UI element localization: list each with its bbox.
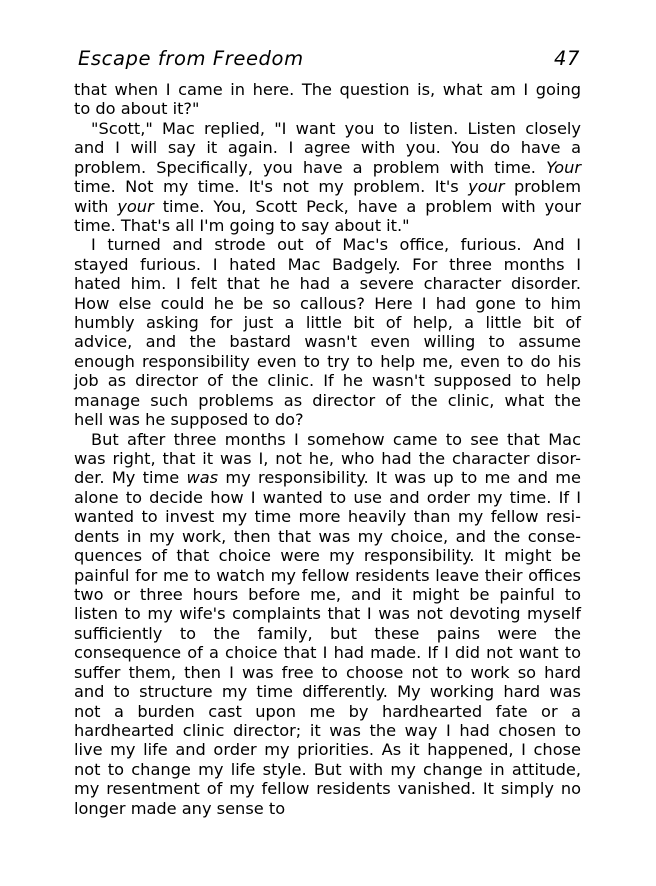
text-line: wanted to invest my time more heavily than my fellow resi- (74, 507, 581, 527)
text-line: sufficiently to the family, but these pains were the (74, 623, 581, 643)
text-line: dents in my work, then that was my choice, and the conse- (74, 526, 581, 546)
text-line: listen to my wife's complaints that I was not devoting myself (74, 604, 581, 624)
text-line: painful for me to watch my fellow residents leave their offices (74, 565, 581, 585)
text-line: But after three months I somehow came to see that Mac (91, 429, 581, 449)
text-line: and to structure my time differently. My working hard was (74, 682, 581, 702)
text-line: der. My time was my responsibility. It was up to me and me (74, 468, 581, 488)
text-line: time. That's all I'm going to say about it." (74, 215, 410, 235)
text-line: not a burden cast upon me by hardhearted fate or a (74, 701, 581, 721)
text-line: problem. Specifically, you have a problem with time. Your (74, 157, 581, 177)
text-line: "Scott," Mac replied, "I want you to listen. Listen closely (91, 118, 581, 138)
text-line: was right, that it was I, not he, who had the character disor- (74, 449, 581, 469)
text-line: enough responsibility even to try to help me, even to do his (74, 351, 581, 371)
book-title: Escape from Freedom (78, 47, 304, 70)
text-line: not to change my life style. But with my change in attitude, (74, 759, 581, 779)
emphasized-word: was (186, 468, 219, 488)
text-line: alone to decide how I wanted to use and order my time. If I (74, 487, 581, 507)
text-line: hardhearted clinic director; it was the way I had chosen to (74, 720, 581, 740)
emphasized-word: your (117, 196, 154, 216)
page-number: 47 (553, 47, 580, 70)
emphasized-word: your (468, 177, 505, 197)
text-line: How else could he be so callous? Here I had gone to him (74, 293, 581, 313)
text-line: to do about it?" (74, 99, 200, 119)
text-line: my resentment of my fellow residents vanished. It simply no (74, 779, 581, 799)
text-line: live my life and order my priorities. As it happened, I chose (74, 740, 581, 760)
text-line: I turned and strode out of Mac's office, furious. And I (91, 235, 581, 255)
text-line: longer made any sense to (74, 798, 286, 818)
text-line: stayed furious. I hated Mac Badgely. For three months I (74, 254, 581, 274)
text-line: and I will say it again. I agree with you. You do have a (74, 138, 581, 158)
text-line: manage such problems as director of the clinic, what the (74, 390, 581, 410)
text-line: humbly asking for just a little bit of help, a little bit of (74, 313, 581, 333)
running-head (78, 46, 580, 72)
body-text (74, 80, 581, 818)
emphasized-word: Your (546, 157, 581, 177)
text-line: consequence of a choice that I had made. If I did not want to (74, 643, 581, 663)
text-line: quences of that choice were my responsibility. It might be (74, 546, 581, 566)
text-line: advice, and the bastard wasn't even willing to assume (74, 332, 581, 352)
text-line: hated him. I felt that he had a severe character disorder. (74, 274, 581, 294)
text-line: with your time. You, Scott Peck, have a problem with your (74, 196, 581, 216)
text-line: time. Not my time. It's not my problem. It's your problem (74, 177, 582, 197)
text-line: hell was he supposed to do? (74, 410, 304, 430)
text-line: that when I came in here. The question is, what am I going (74, 80, 581, 99)
text-line: two or three hours before me, and it might be painful to (74, 584, 581, 604)
text-line: suffer them, then I was free to choose not to work so hard (74, 662, 581, 682)
text-line: job as director of the clinic. If he wasn't supposed to help (74, 371, 581, 391)
